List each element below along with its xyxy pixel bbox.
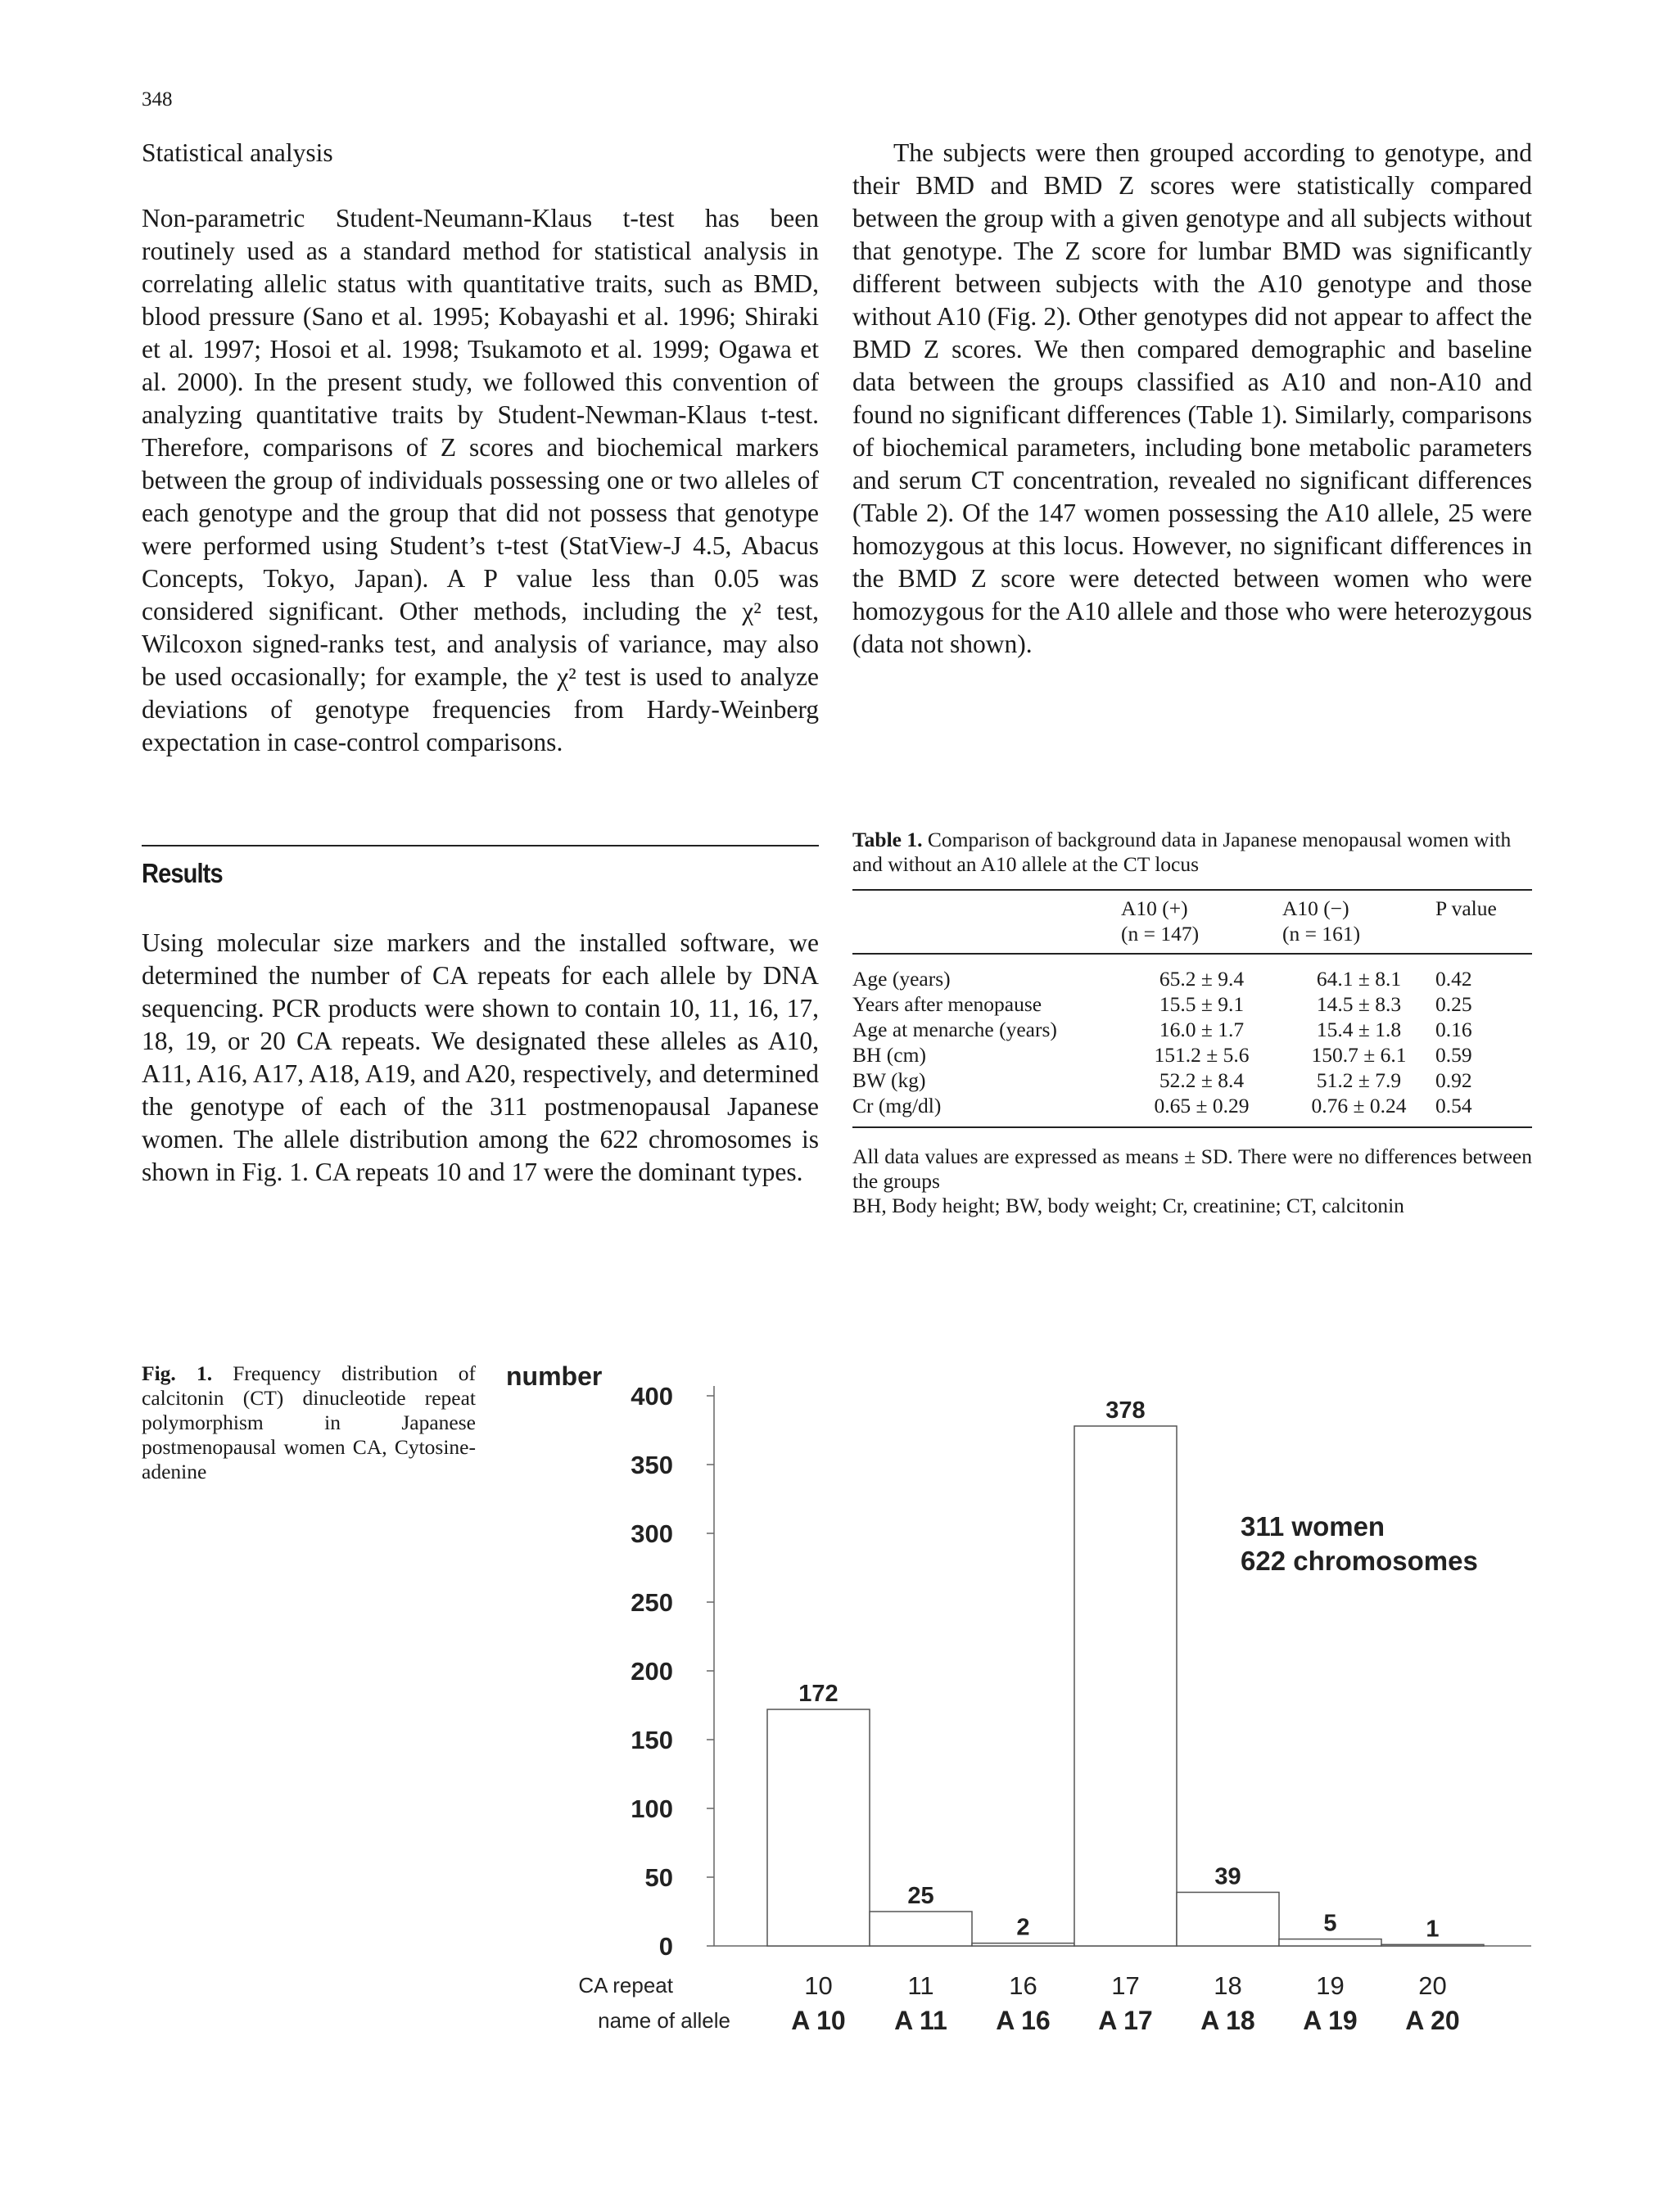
bar-value-label: 172 bbox=[798, 1681, 838, 1708]
statistical-analysis-paragraph: Non-parametric Student-Neumann-Klaus t-test has been routinely used as a standard method for statistical analysis in correlating allelic status with quantitative traits, such as BMD, blood pressure (Sano et al. 1995; Kobayashi et al. 1996; Shiraki et al. 1997; Hosoi et al. 1998; Tsukamoto et al. 1999; Ogawa et al. 2000). In the present study, we followed this convention of analyzing quantitative traits by Student-Newman-Klaus t-test. Therefore, comparisons of Z scores and biochemical markers between the group of individuals possessing one or two alleles of each genotype and the group that did not possess that genotype were performed using Student’s t-test (StatView-J 4.5, Abacus Concepts, Tokyo, Japan). A P value less than 0.05 was considered significant. Other methods, including the χ² test, Wilcoxon signed-ranks test, and analysis of variance, may also be used occasionally; for example, the χ² test is used to analyze deviations of genotype frequencies from Hardy-Weinberg expectation in case-control comparisons. bbox=[142, 204, 819, 756]
table1-cell-b: 14.5 ± 8.3 bbox=[1316, 992, 1402, 1016]
allele-name-label: A 18 bbox=[1200, 2006, 1255, 2035]
y-axis-label: number bbox=[506, 1361, 603, 1391]
bar-value-label: 5 bbox=[1323, 1910, 1337, 1937]
y-tick-label: 50 bbox=[644, 1863, 673, 1892]
x-tick-label: 19 bbox=[1316, 1971, 1345, 2000]
table1 bbox=[852, 889, 1532, 1128]
table1-cell-label: BW (kg) bbox=[852, 1068, 926, 1092]
table1-cell-b: 64.1 ± 8.1 bbox=[1316, 967, 1402, 991]
bar bbox=[767, 1709, 870, 1946]
table1-row bbox=[852, 991, 1532, 1017]
table1-cell-p: 0.16 bbox=[1435, 1018, 1472, 1041]
figure1-label: Fig. 1. bbox=[142, 1361, 213, 1385]
table1-cell-b: 0.76 ± 0.24 bbox=[1311, 1094, 1407, 1117]
table1-row bbox=[852, 1042, 1532, 1068]
table1-cell-a: 0.65 ± 0.29 bbox=[1154, 1094, 1250, 1117]
bar-value-label: 1 bbox=[1426, 1916, 1440, 1943]
y-tick-label: 150 bbox=[631, 1726, 673, 1754]
x-tick-label: 16 bbox=[1009, 1971, 1037, 2000]
bar-value-label: 39 bbox=[1214, 1863, 1241, 1890]
table1-cell-a: 52.2 ± 8.4 bbox=[1159, 1068, 1245, 1092]
section-rule bbox=[142, 845, 819, 846]
allele-name-label: A 19 bbox=[1303, 2006, 1358, 2035]
allele-name-label: A 11 bbox=[894, 2006, 947, 2035]
table1-header-a10-pos: A10 (+) (n = 147) bbox=[1121, 896, 1200, 946]
bar bbox=[972, 1943, 1074, 1946]
allele-name-label: A 10 bbox=[791, 2006, 846, 2035]
table1-cell-b: 51.2 ± 7.9 bbox=[1316, 1068, 1402, 1092]
table1-footnotes bbox=[852, 1144, 1532, 1218]
bar-value-label: 378 bbox=[1105, 1397, 1146, 1424]
bar bbox=[870, 1912, 972, 1946]
figure1-caption-text: Frequency distribution of calcitonin (CT) dinucleotide repeat polymorphism in Japanese postmenopausal women CA, Cytosine-adenine bbox=[142, 1361, 476, 1483]
y-tick-label: 250 bbox=[631, 1588, 673, 1617]
table1-caption-text: Comparison of background data in Japanese menopausal women with and without an A10 allele at the CT locus bbox=[852, 828, 1512, 876]
bar bbox=[1381, 1944, 1484, 1946]
table1-cell-a: 65.2 ± 9.4 bbox=[1159, 967, 1245, 991]
table1-cell-p: 0.42 bbox=[1435, 967, 1472, 991]
table1-row bbox=[852, 1093, 1532, 1127]
table1-row bbox=[852, 1068, 1532, 1093]
figure1-caption bbox=[142, 1361, 476, 1484]
page-number: 348 bbox=[142, 88, 173, 111]
bar bbox=[1074, 1426, 1177, 1946]
table1-row bbox=[852, 1017, 1532, 1042]
table1-note-abbrev: BH, Body height; BW, body weight; Cr, creatinine; CT, calcitonin bbox=[852, 1194, 1404, 1217]
bar bbox=[1279, 1939, 1381, 1946]
y-tick-label: 300 bbox=[631, 1519, 673, 1548]
x-tick-label: 20 bbox=[1418, 1971, 1447, 2000]
figure1-bar-chart bbox=[491, 1351, 1556, 2104]
table1-note-means: All data values are expressed as means ± SD. There were no differences between the groups bbox=[852, 1144, 1532, 1193]
table1-cell-b: 150.7 ± 6.1 bbox=[1311, 1043, 1407, 1067]
table1-cell-label: Age (years) bbox=[852, 967, 951, 991]
results-section bbox=[142, 927, 819, 1189]
allele-name-label: A 20 bbox=[1405, 2006, 1460, 2035]
x-tick-label: 10 bbox=[804, 1971, 833, 2000]
x-tick-label: 18 bbox=[1214, 1971, 1242, 2000]
table1-cell-p: 0.59 bbox=[1435, 1043, 1472, 1067]
table1-cell-label: Years after menopause bbox=[852, 992, 1042, 1016]
y-tick-label: 0 bbox=[658, 1932, 673, 1961]
table1-cell-label: Age at menarche (years) bbox=[852, 1018, 1057, 1041]
table1-cell-label: Cr (mg/dl) bbox=[852, 1094, 942, 1117]
y-tick-label: 200 bbox=[631, 1657, 673, 1686]
table1-row bbox=[852, 954, 1532, 991]
statistical-analysis-heading: Statistical analysis bbox=[142, 138, 333, 167]
table1-cell-p: 0.54 bbox=[1435, 1094, 1472, 1117]
table1-cell-label: BH (cm) bbox=[852, 1043, 926, 1067]
table1-cell-a: 16.0 ± 1.7 bbox=[1159, 1018, 1245, 1041]
results-paragraph: Using molecular size markers and the installed software, we determined the number of CA repeats for each allele by DNA sequencing. PCR products were shown to contain 10, 11, 16, 17, 18, 19, or 20 CA repeats. We designated these alleles as A10, A11, A16, A17, A18, A19, and A20, respectively, and determined the genotype of each of the 311 postmenopausal Japanese women. The allele distribution among the 622 chromosomes is shown in Fig. 1. CA repeats 10 and 17 were the dominant types. bbox=[142, 928, 819, 1186]
table1-label: Table 1. bbox=[852, 828, 923, 851]
x-tick-label: 17 bbox=[1111, 1971, 1140, 2000]
right-column bbox=[852, 137, 1532, 661]
table1-header-a10-neg: A10 (−) (n = 161) bbox=[1282, 896, 1361, 946]
allele-name-label: A 17 bbox=[1098, 2006, 1153, 2035]
x-tick-label: 11 bbox=[907, 1971, 934, 2000]
x-axis-row2-label: name of allele bbox=[598, 2008, 730, 2033]
y-tick-label: 100 bbox=[631, 1794, 673, 1823]
genotype-paragraph: The subjects were then grouped according to genotype, and their BMD and BMD Z scores were statistically compared between the group with a given genotype and all subjects without that genotype. The Z score for lumbar BMD was significantly different between subjects with the A10 genotype and those without A10 (Fig. 2). Other genotypes did not appear to affect the BMD Z scores. We then compared demographic and baseline data between the groups classified as A10 and non-A10 and found no significant differences (Table 1). Similarly, comparisons of biochemical parameters, including bone metabolic parameters and serum CT concentration, revealed no significant differences (Table 2). Of the 147 women possessing the A10 allele, 25 were homozygous at this locus. However, no significant differences in the BMD Z score were detected between women who were homozygous for the A10 allele and those who were heterozygous (data not shown). bbox=[852, 138, 1532, 658]
bar bbox=[1177, 1892, 1279, 1946]
chart-annotation-women: 311 women bbox=[1241, 1511, 1385, 1542]
table1-cell-b: 15.4 ± 1.8 bbox=[1316, 1018, 1402, 1041]
results-heading: Results bbox=[142, 858, 223, 888]
y-tick-label: 400 bbox=[631, 1382, 673, 1411]
y-tick-label: 350 bbox=[631, 1451, 673, 1479]
table1-header-pvalue: P value bbox=[1435, 896, 1497, 920]
bar-value-label: 2 bbox=[1016, 1914, 1030, 1941]
chart-annotation-chromosomes: 622 chromosomes bbox=[1241, 1546, 1478, 1576]
statistical-analysis-section bbox=[142, 202, 819, 759]
bar-value-label: 25 bbox=[907, 1883, 934, 1909]
table1-cell-a: 15.5 ± 9.1 bbox=[1159, 992, 1245, 1016]
table1-cell-p: 0.25 bbox=[1435, 992, 1472, 1016]
x-axis-row1-label: CA repeat bbox=[578, 1973, 673, 1998]
table1-caption bbox=[852, 828, 1532, 877]
table1-cell-p: 0.92 bbox=[1435, 1068, 1472, 1092]
table1-cell-a: 151.2 ± 5.6 bbox=[1154, 1043, 1250, 1067]
allele-name-label: A 16 bbox=[996, 2006, 1051, 2035]
